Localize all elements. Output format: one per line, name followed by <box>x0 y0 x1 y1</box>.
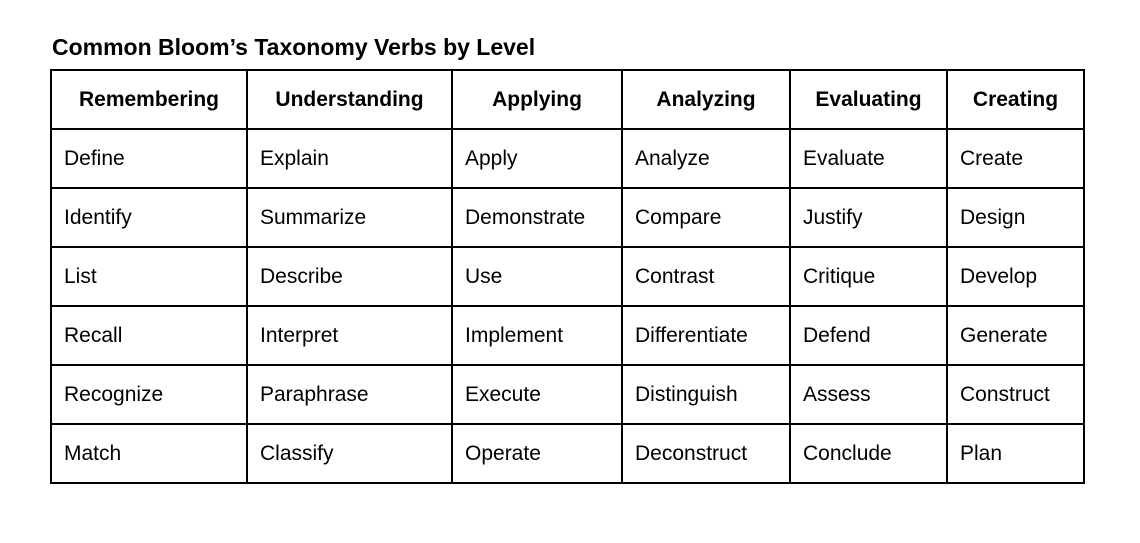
table-cell: Classify <box>247 424 452 483</box>
table-cell: Justify <box>790 188 947 247</box>
column-header-evaluating: Evaluating <box>790 70 947 129</box>
table-cell: Identify <box>51 188 247 247</box>
table-cell: Construct <box>947 365 1084 424</box>
table-cell: Interpret <box>247 306 452 365</box>
table-cell: Execute <box>452 365 622 424</box>
table-cell: Match <box>51 424 247 483</box>
table-row <box>51 424 1084 483</box>
table-cell: Operate <box>452 424 622 483</box>
table-cell: Recall <box>51 306 247 365</box>
table-cell: Demonstrate <box>452 188 622 247</box>
column-header-applying: Applying <box>452 70 622 129</box>
table-row <box>51 247 1084 306</box>
table-cell: Apply <box>452 129 622 188</box>
table-cell: Recognize <box>51 365 247 424</box>
table-cell: Critique <box>790 247 947 306</box>
table-row <box>51 188 1084 247</box>
table-cell: Generate <box>947 306 1084 365</box>
table-cell: Explain <box>247 129 452 188</box>
table-cell: Describe <box>247 247 452 306</box>
table-cell: Design <box>947 188 1084 247</box>
table-cell: Compare <box>622 188 790 247</box>
table-cell: Develop <box>947 247 1084 306</box>
table-row <box>51 306 1084 365</box>
page-title: Common Bloom’s Taxonomy Verbs by Level <box>52 34 536 60</box>
table-cell: Create <box>947 129 1084 188</box>
column-header-creating: Creating <box>947 70 1084 129</box>
table-cell: Analyze <box>622 129 790 188</box>
table-cell: Summarize <box>247 188 452 247</box>
table-cell: List <box>51 247 247 306</box>
verbs-table <box>50 69 1085 484</box>
column-header-analyzing: Analyzing <box>622 70 790 129</box>
table-row <box>51 129 1084 188</box>
table-cell: Evaluate <box>790 129 947 188</box>
table-row <box>51 365 1084 424</box>
table-cell: Implement <box>452 306 622 365</box>
table-cell: Deconstruct <box>622 424 790 483</box>
column-header-remembering: Remembering <box>51 70 247 129</box>
table-cell: Differentiate <box>622 306 790 365</box>
column-header-understanding: Understanding <box>247 70 452 129</box>
table-cell: Contrast <box>622 247 790 306</box>
table-cell: Define <box>51 129 247 188</box>
table-cell: Defend <box>790 306 947 365</box>
table-header-row <box>51 70 1084 129</box>
table-cell: Distinguish <box>622 365 790 424</box>
table-cell: Use <box>452 247 622 306</box>
table-cell: Assess <box>790 365 947 424</box>
table-cell: Plan <box>947 424 1084 483</box>
table-cell: Paraphrase <box>247 365 452 424</box>
table-cell: Conclude <box>790 424 947 483</box>
